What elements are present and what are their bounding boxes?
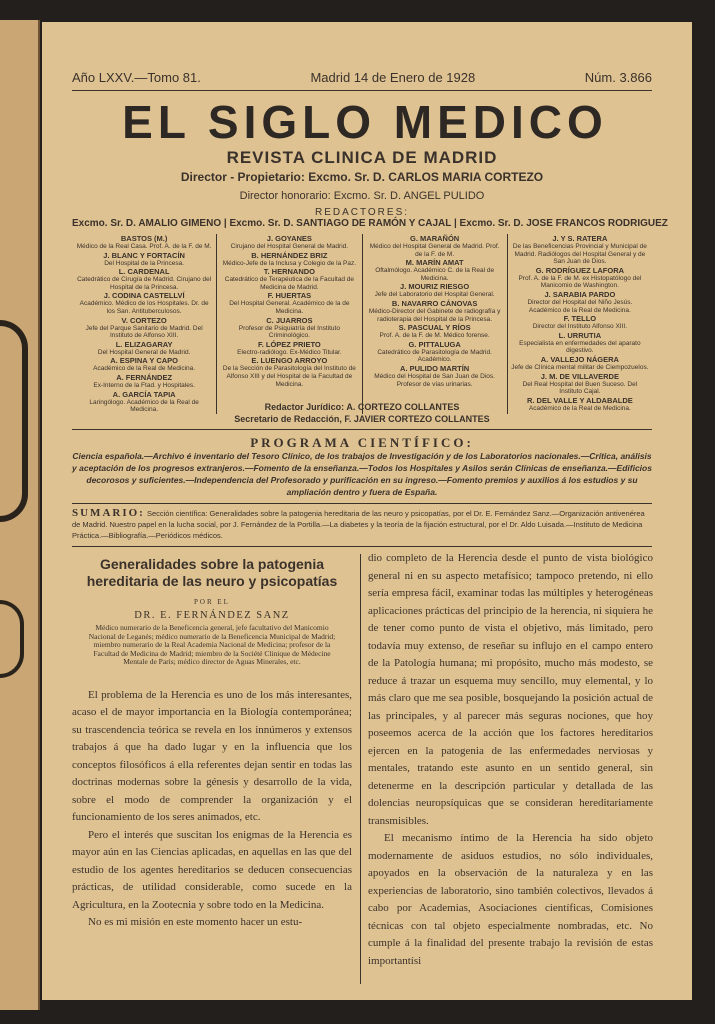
editor-name: J. SARABIA PARDO bbox=[544, 289, 616, 299]
editor-name: F. LÓPEZ PRIETO bbox=[257, 339, 321, 349]
volume-info: Año LXXV.—Tomo 81. bbox=[72, 70, 201, 85]
editor-description: Cirujano del Hospital General de Madrid. bbox=[230, 243, 349, 250]
editor-description: Ex-Interno de la Ftad. y Hospitales. bbox=[93, 381, 195, 389]
article-title: Generalidades sobre la patogenia hereditaria de las neuro y psicopatías bbox=[86, 556, 338, 589]
editor-name: A. ESPINA Y CAPO bbox=[110, 356, 179, 366]
adjacent-page-letter-fragment bbox=[0, 600, 24, 678]
editor-name: B. NAVARRO CÁNOVAS bbox=[391, 298, 478, 308]
editor-description: Académico. Médico de los Hospitales. Dr. de los San. Antituberculosos. bbox=[79, 300, 209, 315]
editor-description: Electro-radiólogo. Ex-Médico Titular. bbox=[237, 348, 342, 356]
editor-description: Médico de la Real Casa. Prof. A. de la F. de M. bbox=[76, 243, 212, 250]
editor-name: A. GARCÍA TAPIA bbox=[112, 389, 176, 399]
editor-description: Director del Hospital del Niño Jesús. Académico de la Real de Medicina. bbox=[527, 298, 633, 314]
masthead-title: EL SIGLO MEDICO bbox=[122, 96, 608, 148]
featured-editors: Excmo. Sr. D. AMALIO GIMENO | Excmo. Sr. D. SANTIAGO DE RAMÓN Y CAJAL | Excmo. Sr. D. JOSE FRANCOS RODRIGUEZ bbox=[72, 218, 668, 229]
article-paragraph: El mecanismo íntimo de la Herencia ha sido objeto modernamente de asiduos estudios, no sólo individuales, apoyados en la observación de la naturaleza y en las experiencias de laboratorio, sino también colectivos, llevados á cabo por Academias, Asociaciones científicas, Comisiones técnicas con tal objeto especialmente nombradas, etc. No cumple á la finalidad del presente trabajo la revisión de estas importantísi bbox=[368, 832, 653, 967]
summary-text: Sección científica: Generalidades sobre la patogenia hereditaria de las neuro y psicopatías, por el Dr. E. Fernández Sanz.—Organización antivenérea de Madrid. Nuestro papel en la lucha social, por J. Fernández de la Portilla.—La diabetes y la teoría de la fijación estructural, por el Dr. Aldo Luisada.—Instituto de Medicina Práctica.—Bibliografía.—Periódicos médicos. bbox=[72, 509, 645, 540]
article-right-column bbox=[368, 550, 653, 970]
editor-description: Jefe del Laboratorio del Hospital General. bbox=[374, 291, 495, 299]
editor-name: L. ELIZAGARAY bbox=[115, 339, 173, 349]
editor-description: Del Real Hospital del Buen Suceso. Del Instituto Cajal. bbox=[522, 380, 638, 396]
issue-date: Madrid 14 de Enero de 1928 bbox=[310, 70, 476, 85]
editorial-secretary: Secretario de Redacción, F. JAVIER CORTEZO COLLANTES bbox=[234, 414, 490, 424]
editor-name: L. URRUTIA bbox=[558, 330, 602, 340]
editors-column bbox=[216, 234, 361, 414]
article-paragraph: Pero el interés que suscitan los enigmas de la Herencia es mayor aún en las Ciencias aplicadas, en aquellas en las que del estudio de los agentes hereditarios se deducen consecuencias prácticas, de utilidad considerable, como sucede en la Agricultura, en la Zootecnia y sobre todo en la Medicina. bbox=[72, 828, 352, 911]
column-divider bbox=[360, 554, 361, 984]
article-paragraph: No es mi misión en este momento hacer un estu- bbox=[88, 916, 303, 928]
article-body-left bbox=[72, 687, 352, 932]
divider bbox=[72, 90, 652, 91]
editor-description: Del Hospital de la Princesa. bbox=[104, 259, 185, 267]
editor-description: Especialista en enfermedades del aparato digestivo. bbox=[519, 339, 641, 355]
editor-name: F. HUERTAS bbox=[267, 291, 312, 301]
article-paragraph: El problema de la Herencia es uno de los más interesantes, acaso el de mayor importancia en la Biología contemporánea; su trascendencia teórica se revela en los innúmeros y extensos trabajos á que ha dado lugar y en la influencia que los conceptos filosóficos á ella referentes dejan sentir en todas las doctrinas modernas sobre la génesis y desarrollo de la vida, sobre el modo de comprender la organización y el funcionamiento de los seres animados, etc. bbox=[72, 688, 352, 823]
article-body-right bbox=[368, 550, 653, 970]
editor-name: B. HERNÁNDEZ BRIZ bbox=[251, 250, 328, 260]
masthead-subtitle: REVISTA CLINICA DE MADRID bbox=[226, 148, 498, 167]
editor-description: Del Hospital General. Académico de la de Medicina. bbox=[229, 300, 350, 315]
editor-name: C. JUARROS bbox=[266, 315, 313, 325]
editor-description: Del Hospital General de Madrid. bbox=[97, 348, 191, 356]
summary bbox=[72, 508, 652, 541]
editor-name: J. GOYANES bbox=[266, 234, 312, 243]
newspaper-page bbox=[42, 22, 692, 1000]
article-paragraph: dio completo de la Herencia desde el punto de vista biológico general ni en su aspecto metafísico; tampoco pretendo, ni ello sería empresa fácil, examinar todas las múltiples y heterogéneas aplicaciones prácticas del principio de la herencia, ni siquiera he de tener como punto de vista el objetivo, más limitado, pero todavía muy extenso, de reseñar su influjo en el campo entero de la Patología humana; mi propósito, mucho más modesto, se reduce á trazar un esquema muy sencillo, muy elemental, y lo más claro que me sea posible, bosquejando la posición actual de las principales, y al parecer más seguras nociones, que hoy poseemos acerca de la acción que los factores hereditarios ejercen en la patogenia de las enfermedades nerviosas y mentales, tratando este asunto en un sentido general, sin detenerme en la descripción particular y detallada de las dolencias neuropsíquicas que se consideran hereditariamente transmisibles. bbox=[368, 552, 653, 827]
divider bbox=[72, 429, 652, 430]
editor-name: J. M. DE VILLAVERDE bbox=[540, 371, 619, 381]
editor-description: Médico-Director del Gabinete de radiografía y radioterapia del Hospital de la Princesa. bbox=[368, 307, 501, 323]
editor-name: F. TELLO bbox=[563, 314, 597, 324]
editor-name: A. PULIDO MARTÍN bbox=[400, 363, 470, 373]
editor-description: Médico del Hospital General de Madrid. Prof. de la F. de M. bbox=[369, 243, 500, 258]
editor-name: R. DEL VALLE Y ALDABALDE bbox=[526, 395, 633, 405]
editor-description: Director del Instituto Alfonso XIII. bbox=[532, 323, 628, 331]
editor-name: M. MARÍN AMAT bbox=[405, 258, 464, 268]
editor-name: E. LUENGO ARROYO bbox=[251, 356, 328, 366]
editor-name: G. MARAÑÓN bbox=[410, 234, 460, 243]
editors-column bbox=[72, 234, 216, 414]
program-text: Ciencia española.—Archivo é inventario del Tesoro Clínico, de los trabajos de Investigación y de los Laboratorios nacionales.—Crítica, análisis y aceptación de los progresos extranjeros.—Fomento de la enseñanza.—Todos los Hospitales y Asilos serán Clínicas de enseñanza.—Edificios decorosos y suficientes.—Independencia del Profesorado y purificación en su ingreso.—Fomento premios y auxilios á los estudios y su ampliación dentro y fuera de España. bbox=[72, 451, 652, 497]
editors-columns bbox=[72, 234, 652, 414]
summary-label: SUMARIO: bbox=[72, 507, 145, 519]
editors-column bbox=[507, 234, 652, 414]
editor-description: Catedrático de Terapéutica de la Facultad de Medicina de Madrid. bbox=[224, 276, 354, 291]
editor-name: G. PITTALUGA bbox=[408, 339, 461, 349]
issue-number: Núm. 3.866 bbox=[584, 70, 652, 85]
editor-description: Académico de la Real de Medicina. bbox=[528, 404, 631, 412]
editor-name: J. Y S. RATERA bbox=[552, 234, 608, 243]
divider bbox=[72, 503, 652, 504]
editor-description: Jefe del Parque Sanitario de Madrid. Del Instituto de Alfonso XIII. bbox=[85, 324, 203, 340]
article-author: DR. E. FERNÁNDEZ SANZ bbox=[134, 610, 290, 621]
editor-description: De la Sección de Parasitología del Instituto de Alfonso XIII y del Hospital de la Facultad de Medicina. bbox=[222, 365, 356, 388]
editor-name: L. CARDENAL bbox=[118, 267, 170, 277]
editor-description: Médico-Jefe de la Inclusa y Colegio de la Paz. bbox=[222, 259, 357, 267]
editors-column bbox=[362, 234, 507, 414]
program-title: PROGRAMA CIENTÍFICO: bbox=[250, 435, 474, 450]
editor-description: Jefe de Clínica mental militar de Ciempozuelos. bbox=[511, 363, 649, 371]
author-credentials: Médico numerario de la Beneficencia general, jefe facultativo del Manicomio Nacional de Leganés; médico numerario de la Beneficencia Municipal de Madrid; miembro numerario de la Real Academia Nacional de Medicina; profesor de la Facultad de Medicina de Madrid; miembro de la Société Clinique de Médecine Mentale de Paris; médico director de Aguas Minerales, etc. bbox=[88, 623, 336, 666]
editor-description: Prof. A. de la F. de M. ex Histopatólogo del Manicomio de Washington. bbox=[518, 274, 642, 290]
editor-name: BASTOS (M.) bbox=[120, 234, 168, 243]
editor-description: Catedrático de Cirugía de Madrid. Cirujano del Hospital de la Princesa. bbox=[77, 276, 212, 291]
editors-label: REDACTORES: bbox=[314, 207, 410, 218]
editor-description: De las Beneficencias Provincial y Municipal de Madrid. Radiólogos del Hospital General y de San Juan de Dios. bbox=[512, 243, 647, 266]
issue-header bbox=[72, 70, 652, 85]
editor-name: A. FERNÁNDEZ bbox=[116, 372, 173, 382]
adjacent-page-edge bbox=[0, 20, 40, 1010]
editor-name: T. HERNANDO bbox=[263, 267, 315, 277]
divider bbox=[72, 546, 652, 547]
editor-name: J. MOURIZ RIESGO bbox=[400, 282, 470, 292]
editor-name: J. BLANC Y FORTACÍN bbox=[103, 250, 185, 260]
editor-description: Catedrático de Parasitología de Madrid. Académico. bbox=[377, 348, 492, 364]
editor-name: A. VALLEJO NÁGERA bbox=[540, 354, 619, 364]
editor-description: Profesor de Psiquiatría del Instituto Criminológico. bbox=[238, 324, 340, 340]
editor-description: Académico de la Real de Medicina. bbox=[93, 365, 196, 373]
editor-name: V. CORTEZO bbox=[121, 315, 167, 325]
director-line: Director - Propietario: Excmo. Sr. D. CARLOS MARIA CORTEZO bbox=[180, 170, 544, 184]
adjacent-page-letter-fragment bbox=[0, 320, 28, 522]
editor-description: Médico del Hospital de San Juan de Dios. Profesor de vías urinarias. bbox=[374, 372, 495, 388]
honorary-director-line: Director honorario: Excmo. Sr. D. ANGEL PULIDO bbox=[239, 190, 485, 202]
editor-name: S. PASCUAL Y RÍOS bbox=[398, 323, 471, 333]
article-left-column bbox=[72, 554, 352, 932]
article-byline: POR EL bbox=[194, 598, 230, 606]
legal-editor: Redactor Jurídico: A. CORTEZO COLLANTES bbox=[264, 402, 460, 412]
editor-description: Laringólogo. Académico de la Real de Medicina. bbox=[89, 398, 199, 414]
editor-name: G. RODRÍGUEZ LAFORA bbox=[535, 265, 625, 275]
editor-description: Oftalmólogo. Académico C. de la Real de Medicina. bbox=[375, 267, 495, 282]
editor-name: J. CODINA CASTELLVÍ bbox=[103, 291, 185, 301]
editor-description: Prof. A. de la F. de M. Médico forense. bbox=[379, 332, 490, 340]
